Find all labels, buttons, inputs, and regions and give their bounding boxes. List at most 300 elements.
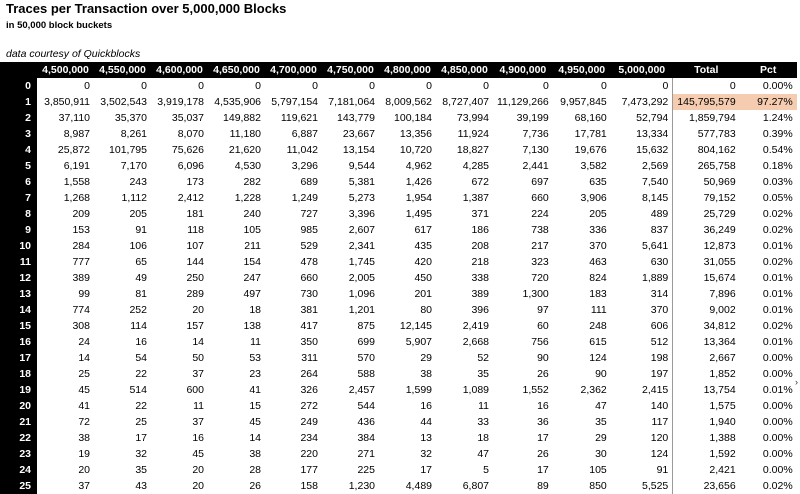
total-cell: 1,852 xyxy=(673,366,740,382)
table-row xyxy=(0,318,797,334)
table-cell: 289 xyxy=(186,288,204,300)
table-cell: 463 xyxy=(589,256,607,268)
table-cell: 243 xyxy=(129,176,147,188)
pct-cell: 0.02% xyxy=(762,208,793,220)
column-header: Pct xyxy=(740,62,797,78)
pct-cell: 0.02% xyxy=(762,256,793,268)
table-cell: 5,797,154 xyxy=(271,96,318,108)
table-cell: 81 xyxy=(135,288,147,300)
row-header: 24 xyxy=(0,462,37,478)
table-cell: 389 xyxy=(471,288,489,300)
table-cell: 875 xyxy=(357,320,375,332)
column-header: 4,900,000 xyxy=(493,62,553,78)
table-cell: 75,626 xyxy=(171,144,204,156)
table-cell: 1,558 xyxy=(63,176,90,188)
table-cell: 19,676 xyxy=(574,144,607,156)
table-cell: 29 xyxy=(595,432,607,444)
pct-cell: 1.24% xyxy=(762,112,793,124)
table-cell: 2,419 xyxy=(462,320,489,332)
table-cell: 435 xyxy=(414,240,432,252)
table-cell: 9,544 xyxy=(348,160,375,172)
table-row xyxy=(0,334,797,350)
table-body xyxy=(0,78,797,494)
table-row xyxy=(0,478,797,494)
table-cell: 177 xyxy=(300,464,318,476)
table-cell: 264 xyxy=(300,368,318,380)
table-cell: 107 xyxy=(186,240,204,252)
table-cell: 38 xyxy=(78,432,90,444)
table-cell: 617 xyxy=(414,224,432,236)
table-cell: 105 xyxy=(589,464,607,476)
row-header: 21 xyxy=(0,414,37,430)
table-cell: 0 xyxy=(483,80,489,92)
table-cell: 26 xyxy=(537,368,549,380)
table-cell: 0 xyxy=(600,80,607,92)
table-cell: 16 xyxy=(420,400,432,412)
total-cell: 36,249 xyxy=(673,222,740,238)
table-cell: 91 xyxy=(135,224,147,236)
table-cell: 544 xyxy=(357,400,375,412)
pct-cell: 97.27% xyxy=(740,94,797,110)
total-cell: 23,656 xyxy=(673,478,740,494)
table-cell: 45 xyxy=(78,384,90,396)
table-cell: 26 xyxy=(537,448,549,460)
table-cell: 16 xyxy=(135,336,147,348)
table-cell: 3,502,543 xyxy=(100,96,147,108)
pct-cell: 0.54% xyxy=(762,144,793,156)
table-cell: 5,907 xyxy=(405,336,432,348)
table-cell: 50 xyxy=(192,352,204,364)
table-cell: 72 xyxy=(78,416,90,428)
column-header: 4,700,000 xyxy=(265,62,322,78)
total-cell: 50,969 xyxy=(673,174,740,190)
table-cell: 205 xyxy=(589,208,607,220)
table-cell: 37 xyxy=(78,480,90,492)
table-cell: 90 xyxy=(537,352,549,364)
table-cell: 5,273 xyxy=(348,192,375,204)
table-cell: 1,495 xyxy=(405,208,432,220)
table-cell: 80 xyxy=(420,304,432,316)
row-header: 5 xyxy=(0,158,37,174)
column-header: Total xyxy=(673,62,740,78)
table-cell: 497 xyxy=(243,288,261,300)
pct-cell: 0.02% xyxy=(762,480,793,492)
table-cell: 217 xyxy=(531,240,549,252)
pct-cell: 0.39% xyxy=(762,128,793,140)
row-header: 17 xyxy=(0,350,37,366)
table-cell: 272 xyxy=(300,400,318,412)
table-cell: 3,906 xyxy=(580,192,607,204)
total-cell: 577,783 xyxy=(673,126,740,142)
table-row xyxy=(0,254,797,270)
table-cell: 15 xyxy=(249,400,261,412)
table-cell: 208 xyxy=(471,240,489,252)
table-cell: 489 xyxy=(650,208,669,220)
table-cell: 118 xyxy=(187,224,204,236)
table-cell: 16 xyxy=(192,432,204,444)
table-cell: 4,285 xyxy=(462,160,489,172)
row-header: 23 xyxy=(0,446,37,462)
table-cell: 672 xyxy=(471,176,489,188)
table-cell: 350 xyxy=(300,336,318,348)
table-cell: 660 xyxy=(300,272,318,284)
table-cell: 2,341 xyxy=(348,240,375,252)
pct-cell: 0.00% xyxy=(762,400,793,412)
table-cell: 20 xyxy=(192,480,204,492)
table-cell: 32 xyxy=(135,448,147,460)
table-cell: 240 xyxy=(243,208,261,220)
table-cell: 1,300 xyxy=(522,288,549,300)
table-cell: 824 xyxy=(589,272,607,284)
table-cell: 44 xyxy=(420,416,432,428)
table-cell: 17 xyxy=(135,432,147,444)
row-header: 18 xyxy=(0,366,37,382)
table-cell: 43 xyxy=(135,480,147,492)
table-cell: 38 xyxy=(249,448,261,460)
table-cell: 1,889 xyxy=(642,272,669,284)
table-cell: 284 xyxy=(72,240,90,252)
table-cell: 144 xyxy=(186,256,204,268)
table-cell: 3,582 xyxy=(580,160,607,172)
table-cell: 49 xyxy=(135,272,147,284)
table-cell: 143,779 xyxy=(337,112,375,124)
table-cell: 13,356 xyxy=(399,128,432,140)
table-cell: 850 xyxy=(589,480,607,492)
table-row xyxy=(0,126,797,142)
report-subtitle: in 50,000 block buckets xyxy=(6,20,113,31)
table-cell: 4,962 xyxy=(405,160,432,172)
table-cell: 0 xyxy=(255,80,261,92)
total-cell: 31,055 xyxy=(673,254,740,270)
table-cell: 600 xyxy=(186,384,204,396)
table-cell: 396 xyxy=(471,304,489,316)
row-header: 22 xyxy=(0,430,37,446)
table-cell: 124 xyxy=(650,448,669,460)
table-row xyxy=(0,78,797,94)
pct-cell: 0.01% xyxy=(762,288,793,300)
pct-cell: 0.03% xyxy=(762,176,793,188)
table-cell: 60 xyxy=(537,320,549,332)
table-cell: 417 xyxy=(300,320,318,332)
pct-cell: 0.01% xyxy=(762,240,793,252)
table-cell: 370 xyxy=(589,240,607,252)
pct-cell: 0.05% xyxy=(762,192,793,204)
row-header: 3 xyxy=(0,126,37,142)
table-cell: 4,535,906 xyxy=(214,96,261,108)
table-cell: 14 xyxy=(192,336,204,348)
column-header: 4,500,000 xyxy=(37,62,94,78)
table-cell: 774 xyxy=(72,304,90,316)
table-cell: 45 xyxy=(192,448,204,460)
table-cell: 173 xyxy=(186,176,204,188)
table-cell: 154 xyxy=(243,256,261,268)
table-cell: 282 xyxy=(243,176,261,188)
total-cell: 2,667 xyxy=(673,350,740,366)
table-cell: 21,620 xyxy=(228,144,261,156)
table-cell: 10,720 xyxy=(399,144,432,156)
table-cell: 138 xyxy=(243,320,261,332)
table-cell: 252 xyxy=(129,304,147,316)
table-cell: 336 xyxy=(589,224,607,236)
row-header: 4 xyxy=(0,142,37,158)
table-row xyxy=(0,270,797,286)
table-cell: 2,569 xyxy=(642,160,669,172)
table-cell: 0 xyxy=(369,80,375,92)
table-cell: 6,807 xyxy=(462,480,489,492)
table-cell: 389 xyxy=(72,272,90,284)
table-cell: 20 xyxy=(192,464,204,476)
column-header: 5,000,000 xyxy=(611,62,673,78)
table-cell: 6,191 xyxy=(63,160,90,172)
table-cell: 149,882 xyxy=(223,112,261,124)
table-cell: 17 xyxy=(420,464,432,476)
table-cell: 25,872 xyxy=(57,144,90,156)
row-header: 2 xyxy=(0,110,37,126)
table-cell: 201 xyxy=(414,288,432,300)
table-cell: 0 xyxy=(198,80,204,92)
table-cell: 727 xyxy=(300,208,318,220)
table-cell: 11 xyxy=(250,336,261,348)
table-cell: 35 xyxy=(477,368,489,380)
table-cell: 68,160 xyxy=(574,112,607,124)
table-cell: 7,170 xyxy=(120,160,147,172)
total-cell: 2,421 xyxy=(673,462,740,478)
table-cell: 1,426 xyxy=(405,176,432,188)
table-cell: 65 xyxy=(135,256,147,268)
table-cell: 157 xyxy=(186,320,204,332)
table-cell: 183 xyxy=(589,288,607,300)
column-header: 4,600,000 xyxy=(151,62,208,78)
table-cell: 720 xyxy=(531,272,549,284)
column-header: 4,750,000 xyxy=(322,62,379,78)
row-header: 20 xyxy=(0,398,37,414)
table-cell: 478 xyxy=(300,256,318,268)
table-cell: 11 xyxy=(478,400,489,412)
table-cell: 25 xyxy=(78,368,90,380)
table-cell: 7,473,292 xyxy=(621,96,669,108)
pct-cell: 0.01% xyxy=(762,336,793,348)
table-cell: 89 xyxy=(537,480,549,492)
pct-cell: 0.00% xyxy=(762,352,793,364)
table-cell: 8,987 xyxy=(63,128,90,140)
table-cell: 7,540 xyxy=(642,176,669,188)
table-cell: 11,129,266 xyxy=(497,96,549,108)
row-header: 11 xyxy=(0,254,37,270)
row-header: 12 xyxy=(0,270,37,286)
row-header: 7 xyxy=(0,190,37,206)
table-cell: 0 xyxy=(141,80,147,92)
table-cell: 247 xyxy=(243,272,261,284)
table-cell: 420 xyxy=(414,256,432,268)
table-cell: 37,110 xyxy=(58,112,90,124)
total-cell: 804,162 xyxy=(673,142,740,158)
table-cell: 436 xyxy=(357,416,375,428)
table-cell: 381 xyxy=(300,304,318,316)
table-cell: 37 xyxy=(192,368,204,380)
pct-cell: 0.00% xyxy=(762,368,793,380)
table-cell: 16 xyxy=(537,400,549,412)
total-cell: 0 xyxy=(673,78,740,94)
table-cell: 3,396 xyxy=(348,208,375,220)
table-cell: 756 xyxy=(531,336,549,348)
table-cell: 8,261 xyxy=(120,128,147,140)
total-cell: 1,859,794 xyxy=(673,110,740,126)
table-cell: 11 xyxy=(193,400,204,412)
table-cell: 271 xyxy=(357,448,375,460)
row-header: 13 xyxy=(0,286,37,302)
table-cell: 24 xyxy=(78,336,90,348)
table-cell: 2,607 xyxy=(348,224,375,236)
table-cell: 28 xyxy=(249,464,261,476)
table-cell: 8,009,562 xyxy=(385,96,432,108)
table-cell: 4,530 xyxy=(234,160,261,172)
row-header: 19 xyxy=(0,382,37,398)
table-cell: 205 xyxy=(129,208,147,220)
table-cell: 249 xyxy=(300,416,318,428)
table-cell: 7,130 xyxy=(522,144,549,156)
table-cell: 25 xyxy=(135,416,147,428)
table-row xyxy=(0,462,797,478)
table-cell: 615 xyxy=(589,336,607,348)
table-cell: 186 xyxy=(471,224,489,236)
table-cell: 8,070 xyxy=(177,128,204,140)
total-cell: 1,388 xyxy=(673,430,740,446)
table-cell: 338 xyxy=(471,272,489,284)
row-header: 15 xyxy=(0,318,37,334)
row-header: 8 xyxy=(0,206,37,222)
column-header: 4,950,000 xyxy=(553,62,611,78)
table-cell: 23,667 xyxy=(342,128,375,140)
table-cell: 1,745 xyxy=(348,256,375,268)
pct-cell: 0.00% xyxy=(762,80,793,92)
pct-cell: 0.00% xyxy=(762,432,793,444)
table-row xyxy=(0,158,797,174)
table-cell: 91 xyxy=(656,464,669,476)
table-cell: 30 xyxy=(595,448,607,460)
table-cell: 13,334 xyxy=(636,128,669,140)
table-cell: 0 xyxy=(84,80,90,92)
table-cell: 37 xyxy=(192,416,204,428)
total-cell: 9,002 xyxy=(673,302,740,318)
total-cell: 15,674 xyxy=(673,270,740,286)
table-cell: 52 xyxy=(477,352,489,364)
row-header: 14 xyxy=(0,302,37,318)
table-cell: 220 xyxy=(300,448,318,460)
row-header: 10 xyxy=(0,238,37,254)
table-row xyxy=(0,398,797,414)
table-cell: 699 xyxy=(357,336,375,348)
total-cell: 1,575 xyxy=(673,398,740,414)
column-header-row xyxy=(0,62,797,78)
table-cell: 1,599 xyxy=(405,384,432,396)
table-cell: 314 xyxy=(650,288,669,300)
table-row xyxy=(0,222,797,238)
table-cell: 45 xyxy=(249,416,261,428)
table-cell: 124 xyxy=(589,352,607,364)
table-cell: 1,096 xyxy=(348,288,375,300)
row-header: 25 xyxy=(0,478,37,494)
table-cell: 32 xyxy=(420,448,432,460)
table-row xyxy=(0,446,797,462)
pct-cell: 0.01% xyxy=(762,304,793,316)
table-cell: 181 xyxy=(186,208,204,220)
table-row xyxy=(0,142,797,158)
table-row xyxy=(0,286,797,302)
table-cell: 99 xyxy=(78,288,90,300)
table-row xyxy=(0,414,797,430)
table-cell: 90 xyxy=(595,368,607,380)
table-cell: 7,736 xyxy=(522,128,549,140)
corner-header xyxy=(0,62,37,78)
table-cell: 15,632 xyxy=(636,144,669,156)
table-cell: 9,957,845 xyxy=(560,96,607,108)
table-cell: 3,919,178 xyxy=(157,96,204,108)
table-cell: 2,005 xyxy=(348,272,375,284)
table-cell: 1,112 xyxy=(121,192,147,204)
table-cell: 218 xyxy=(471,256,489,268)
table-cell: 1,552 xyxy=(522,384,549,396)
table-cell: 730 xyxy=(300,288,318,300)
table-cell: 2,668 xyxy=(462,336,489,348)
table-cell: 14 xyxy=(249,432,261,444)
table-cell: 11,042 xyxy=(286,144,318,156)
table-cell: 5,525 xyxy=(642,480,669,492)
table-cell: 198 xyxy=(650,352,669,364)
table-cell: 5,381 xyxy=(348,176,375,188)
table-cell: 1,089 xyxy=(462,384,489,396)
table-cell: 11,180 xyxy=(229,128,261,140)
table-cell: 5 xyxy=(483,464,489,476)
pct-cell: 0.02% xyxy=(762,224,793,236)
table-cell: 114 xyxy=(130,320,147,332)
table-cell: 697 xyxy=(531,176,549,188)
pct-cell: 0.00% xyxy=(762,416,793,428)
table-cell: 53 xyxy=(249,352,261,364)
table-cell: 12,145 xyxy=(399,320,432,332)
total-cell: 145,795,579 xyxy=(673,94,740,110)
table-cell: 1,268 xyxy=(63,192,90,204)
table-row xyxy=(0,238,797,254)
table-row xyxy=(0,110,797,126)
table-cell: 18 xyxy=(477,432,489,444)
table-cell: 23 xyxy=(249,368,261,380)
total-cell: 265,758 xyxy=(673,158,740,174)
table-cell: 689 xyxy=(300,176,318,188)
table-row xyxy=(0,350,797,366)
row-header: 16 xyxy=(0,334,37,350)
table-row xyxy=(0,302,797,318)
table-cell: 17 xyxy=(537,432,549,444)
table-cell: 18 xyxy=(249,304,261,316)
table-cell: 33 xyxy=(477,416,489,428)
table-cell: 370 xyxy=(650,304,669,316)
total-cell: 13,364 xyxy=(673,334,740,350)
table-cell: 777 xyxy=(72,256,90,268)
table-cell: 17,781 xyxy=(574,128,607,140)
table-cell: 2,415 xyxy=(642,384,669,396)
table-cell: 47 xyxy=(477,448,489,460)
table-cell: 35 xyxy=(135,464,147,476)
table-cell: 22 xyxy=(135,368,147,380)
column-header: 4,550,000 xyxy=(94,62,151,78)
pct-cell: 0.02% xyxy=(762,320,793,332)
table-cell: 14 xyxy=(78,352,90,364)
table-cell: 323 xyxy=(531,256,549,268)
table-cell: 29 xyxy=(420,352,432,364)
table-cell: 224 xyxy=(531,208,549,220)
table-cell: 371 xyxy=(471,208,489,220)
traces-table xyxy=(0,62,797,494)
